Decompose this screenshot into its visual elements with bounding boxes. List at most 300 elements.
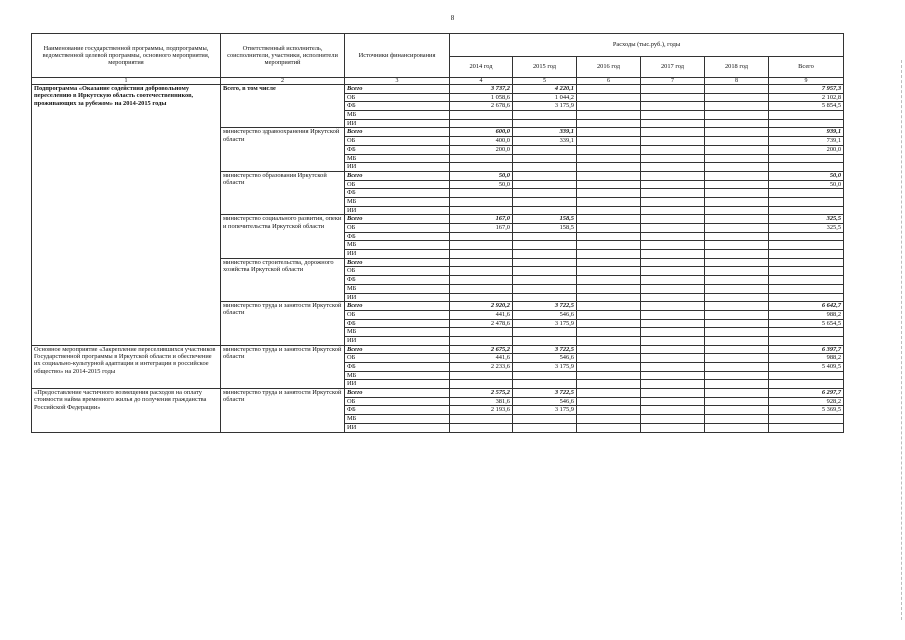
amount-cell	[705, 163, 769, 172]
amount-cell	[641, 250, 705, 259]
amount-cell	[705, 345, 769, 354]
amount-cell	[641, 85, 705, 94]
total-cell: 739,1	[769, 137, 844, 146]
amount-cell	[450, 250, 513, 259]
header-expenses: Расходы (тыс.руб.), годы	[450, 34, 844, 57]
amount-cell	[705, 119, 769, 128]
header-year: 2018 год	[705, 57, 769, 78]
amount-cell	[641, 267, 705, 276]
amount-cell: 2 678,6	[450, 102, 513, 111]
amount-cell	[450, 154, 513, 163]
source-cell: МБ	[345, 111, 450, 120]
source-cell: ИИ	[345, 293, 450, 302]
amount-cell	[513, 171, 577, 180]
source-cell: ОБ	[345, 180, 450, 189]
source-cell: Всего	[345, 85, 450, 94]
responsible-cell: министерство здравоохранения Иркутской области	[221, 128, 345, 171]
column-number: 5	[513, 78, 577, 85]
total-cell: 5 369,5	[769, 406, 844, 415]
amount-cell: 158,5	[513, 215, 577, 224]
amount-cell	[641, 345, 705, 354]
amount-cell	[513, 119, 577, 128]
amount-cell	[513, 232, 577, 241]
amount-cell: 3 175,9	[513, 102, 577, 111]
amount-cell	[705, 197, 769, 206]
amount-cell	[705, 189, 769, 198]
amount-cell	[705, 336, 769, 345]
amount-cell	[641, 336, 705, 345]
amount-cell	[705, 154, 769, 163]
source-cell: ИИ	[345, 119, 450, 128]
amount-cell	[577, 128, 641, 137]
amount-cell	[513, 293, 577, 302]
amount-cell: 2 575,2	[450, 389, 513, 398]
responsible-cell: Всего, в том числе	[221, 85, 345, 128]
amount-cell	[705, 397, 769, 406]
amount-cell	[513, 154, 577, 163]
total-cell: 939,1	[769, 128, 844, 137]
amount-cell	[641, 215, 705, 224]
amount-cell	[577, 258, 641, 267]
amount-cell	[577, 345, 641, 354]
amount-cell	[450, 284, 513, 293]
amount-cell	[705, 423, 769, 432]
amount-cell: 1 044,2	[513, 93, 577, 102]
amount-cell	[513, 250, 577, 259]
table-body	[32, 85, 844, 433]
expenditure-table	[31, 33, 844, 433]
total-cell: 325,5	[769, 215, 844, 224]
amount-cell	[577, 406, 641, 415]
amount-cell	[705, 380, 769, 389]
total-cell: 988,2	[769, 310, 844, 319]
amount-cell	[641, 171, 705, 180]
responsible-cell: министерство труда и занятости Иркутской области	[221, 389, 345, 432]
amount-cell: 441,6	[450, 354, 513, 363]
amount-cell	[513, 241, 577, 250]
amount-cell	[450, 206, 513, 215]
source-cell: МБ	[345, 154, 450, 163]
amount-cell	[513, 276, 577, 285]
amount-cell: 167,0	[450, 224, 513, 233]
total-cell: 5 654,5	[769, 319, 844, 328]
total-cell	[769, 336, 844, 345]
total-cell: 5 854,5	[769, 102, 844, 111]
amount-cell	[705, 215, 769, 224]
source-cell: МБ	[345, 241, 450, 250]
amount-cell	[577, 354, 641, 363]
amount-cell	[641, 137, 705, 146]
amount-cell	[450, 197, 513, 206]
total-cell	[769, 163, 844, 172]
amount-cell: 2 478,6	[450, 319, 513, 328]
total-cell	[769, 267, 844, 276]
total-cell: 928,2	[769, 397, 844, 406]
amount-cell: 4 220,1	[513, 85, 577, 94]
page-edge-line	[900, 60, 902, 620]
total-cell	[769, 189, 844, 198]
amount-cell	[641, 224, 705, 233]
amount-cell	[641, 310, 705, 319]
amount-cell	[450, 371, 513, 380]
amount-cell	[577, 85, 641, 94]
header-year: 2017 год	[641, 57, 705, 78]
amount-cell	[641, 406, 705, 415]
amount-cell: 200,0	[450, 145, 513, 154]
source-cell: ОБ	[345, 93, 450, 102]
amount-cell: 2 233,6	[450, 363, 513, 372]
amount-cell	[577, 363, 641, 372]
amount-cell	[641, 145, 705, 154]
column-number: 9	[769, 78, 844, 85]
header-responsible: Ответственный исполнитель, соисполнители, участники, исполнители мероприятий	[221, 34, 345, 78]
total-cell	[769, 423, 844, 432]
total-cell: 325,5	[769, 224, 844, 233]
source-cell: ИИ	[345, 163, 450, 172]
amount-cell: 3 175,9	[513, 319, 577, 328]
amount-cell	[450, 111, 513, 120]
amount-cell	[705, 206, 769, 215]
amount-cell: 339,1	[513, 137, 577, 146]
amount-cell	[577, 336, 641, 345]
amount-cell	[641, 328, 705, 337]
source-cell: ОБ	[345, 354, 450, 363]
amount-cell	[577, 145, 641, 154]
amount-cell	[641, 241, 705, 250]
total-cell: 50,0	[769, 180, 844, 189]
amount-cell	[577, 232, 641, 241]
amount-cell	[641, 163, 705, 172]
amount-cell	[577, 276, 641, 285]
source-cell: ИИ	[345, 380, 450, 389]
total-cell	[769, 284, 844, 293]
header-name: Наименование государственной программы, подпрограммы, ведомственной целевой программы, основного мероприятия, мероприятия	[32, 34, 221, 78]
amount-cell	[513, 258, 577, 267]
amount-cell	[450, 380, 513, 389]
amount-cell	[577, 415, 641, 424]
source-cell: ОБ	[345, 310, 450, 319]
source-cell: МБ	[345, 371, 450, 380]
amount-cell	[577, 189, 641, 198]
amount-cell: 381,6	[450, 397, 513, 406]
amount-cell	[705, 354, 769, 363]
amount-cell	[641, 371, 705, 380]
program-name-cell: Подпрограмма «Оказание содействия добровольному переселению в Иркутскую область соотечественников, проживающих за рубежом» на 2014-2015 годы	[32, 85, 221, 346]
amount-cell	[705, 180, 769, 189]
amount-cell	[641, 232, 705, 241]
amount-cell	[705, 310, 769, 319]
column-number: 6	[577, 78, 641, 85]
amount-cell	[513, 371, 577, 380]
amount-cell	[641, 258, 705, 267]
source-cell: МБ	[345, 415, 450, 424]
amount-cell: 50,0	[450, 180, 513, 189]
amount-cell	[705, 371, 769, 380]
total-cell: 7 957,3	[769, 85, 844, 94]
column-number: 8	[705, 78, 769, 85]
program-name-cell: «Предоставление частичного возмещения расходов на оплату стоимости найма временного жилья до получения гражданства Российской Федерации»	[32, 389, 221, 432]
amount-cell: 3 722,5	[513, 302, 577, 311]
amount-cell: 3 722,5	[513, 389, 577, 398]
total-cell	[769, 293, 844, 302]
source-cell: Всего	[345, 171, 450, 180]
amount-cell	[577, 93, 641, 102]
amount-cell	[450, 163, 513, 172]
amount-cell	[641, 319, 705, 328]
header-year: 2016 год	[577, 57, 641, 78]
amount-cell	[513, 267, 577, 276]
amount-cell	[513, 284, 577, 293]
amount-cell	[641, 180, 705, 189]
amount-cell	[577, 371, 641, 380]
source-cell: ФБ	[345, 363, 450, 372]
amount-cell	[577, 302, 641, 311]
table-row	[32, 345, 844, 354]
responsible-cell: министерство социального развития, опеки и попечительства Иркутской области	[221, 215, 345, 258]
amount-cell	[641, 415, 705, 424]
amount-cell	[705, 145, 769, 154]
amount-cell	[705, 224, 769, 233]
total-cell: 2 102,8	[769, 93, 844, 102]
amount-cell	[641, 197, 705, 206]
amount-cell	[577, 180, 641, 189]
amount-cell	[641, 128, 705, 137]
amount-cell	[577, 241, 641, 250]
amount-cell	[705, 284, 769, 293]
source-cell: ФБ	[345, 145, 450, 154]
amount-cell	[705, 93, 769, 102]
amount-cell: 50,0	[450, 171, 513, 180]
amount-cell	[577, 215, 641, 224]
amount-cell	[705, 363, 769, 372]
amount-cell	[450, 328, 513, 337]
amount-cell	[705, 128, 769, 137]
total-cell: 6 397,7	[769, 345, 844, 354]
total-cell	[769, 197, 844, 206]
amount-cell	[705, 328, 769, 337]
source-cell: Всего	[345, 258, 450, 267]
responsible-cell: министерство образования Иркутской области	[221, 171, 345, 214]
amount-cell	[577, 389, 641, 398]
total-cell: 200,0	[769, 145, 844, 154]
header-year: 2015 год	[513, 57, 577, 78]
total-cell	[769, 258, 844, 267]
amount-cell	[641, 189, 705, 198]
column-number: 3	[345, 78, 450, 85]
amount-cell: 3 175,9	[513, 406, 577, 415]
program-name-cell: Основное мероприятие «Закрепление переселившихся участников Государственной программы в Иркутской области и обеспечение их социально-культурной адаптации и интеграции в российское общество» на 2014-2015 годы	[32, 345, 221, 388]
amount-cell: 441,6	[450, 310, 513, 319]
amount-cell: 2 920,2	[450, 302, 513, 311]
total-cell	[769, 380, 844, 389]
source-cell: ИИ	[345, 206, 450, 215]
amount-cell	[450, 232, 513, 241]
amount-cell	[577, 111, 641, 120]
amount-cell	[513, 180, 577, 189]
source-cell: ФБ	[345, 276, 450, 285]
amount-cell	[641, 302, 705, 311]
source-cell: ФБ	[345, 319, 450, 328]
amount-cell: 600,0	[450, 128, 513, 137]
amount-cell	[705, 267, 769, 276]
source-cell: Всего	[345, 128, 450, 137]
amount-cell: 546,6	[513, 354, 577, 363]
amount-cell	[641, 93, 705, 102]
amount-cell	[450, 415, 513, 424]
amount-cell	[577, 397, 641, 406]
amount-cell	[641, 397, 705, 406]
total-cell	[769, 415, 844, 424]
amount-cell	[577, 310, 641, 319]
amount-cell: 3 737,2	[450, 85, 513, 94]
amount-cell: 2 193,6	[450, 406, 513, 415]
amount-cell	[705, 171, 769, 180]
total-cell: 5 409,5	[769, 363, 844, 372]
amount-cell	[513, 145, 577, 154]
amount-cell	[641, 119, 705, 128]
amount-cell	[705, 232, 769, 241]
source-cell: МБ	[345, 284, 450, 293]
amount-cell	[577, 102, 641, 111]
source-cell: ФБ	[345, 102, 450, 111]
source-cell: ФБ	[345, 189, 450, 198]
amount-cell: 546,6	[513, 397, 577, 406]
source-cell: МБ	[345, 197, 450, 206]
amount-cell	[705, 137, 769, 146]
amount-cell: 158,5	[513, 224, 577, 233]
source-cell: ФБ	[345, 232, 450, 241]
amount-cell	[577, 319, 641, 328]
total-cell	[769, 119, 844, 128]
amount-cell	[513, 163, 577, 172]
amount-cell	[513, 206, 577, 215]
page-number: 8	[450, 14, 455, 22]
source-cell: Всего	[345, 389, 450, 398]
total-cell	[769, 241, 844, 250]
total-cell	[769, 232, 844, 241]
responsible-cell: министерство строительства, дорожного хозяйства Иркутской области	[221, 258, 345, 301]
source-cell: ИИ	[345, 423, 450, 432]
amount-cell	[641, 206, 705, 215]
total-cell	[769, 328, 844, 337]
amount-cell: 167,0	[450, 215, 513, 224]
responsible-cell: министерство труда и занятости Иркутской области	[221, 302, 345, 345]
amount-cell	[641, 154, 705, 163]
amount-cell	[450, 423, 513, 432]
amount-cell	[577, 197, 641, 206]
source-cell: ФБ	[345, 406, 450, 415]
amount-cell	[577, 267, 641, 276]
source-cell: Всего	[345, 215, 450, 224]
total-cell	[769, 250, 844, 259]
amount-cell	[705, 415, 769, 424]
amount-cell	[577, 293, 641, 302]
amount-cell	[641, 276, 705, 285]
amount-cell	[705, 406, 769, 415]
amount-cell	[641, 363, 705, 372]
amount-cell: 1 058,6	[450, 93, 513, 102]
amount-cell	[450, 119, 513, 128]
amount-cell	[705, 241, 769, 250]
amount-cell	[513, 328, 577, 337]
amount-cell	[641, 380, 705, 389]
total-cell	[769, 371, 844, 380]
source-cell: ИИ	[345, 336, 450, 345]
amount-cell	[641, 389, 705, 398]
amount-cell	[641, 284, 705, 293]
header-source: Источники финансирования	[345, 34, 450, 78]
amount-cell	[705, 276, 769, 285]
total-cell	[769, 206, 844, 215]
amount-cell: 546,6	[513, 310, 577, 319]
total-cell	[769, 154, 844, 163]
amount-cell	[513, 336, 577, 345]
amount-cell	[577, 284, 641, 293]
amount-cell	[705, 319, 769, 328]
amount-cell	[577, 328, 641, 337]
amount-cell	[513, 111, 577, 120]
amount-cell	[450, 276, 513, 285]
amount-cell	[450, 258, 513, 267]
responsible-cell: министерство труда и занятости Иркутской области	[221, 345, 345, 388]
amount-cell	[705, 85, 769, 94]
amount-cell	[450, 267, 513, 276]
amount-cell	[641, 102, 705, 111]
source-cell: Всего	[345, 302, 450, 311]
amount-cell	[450, 241, 513, 250]
amount-cell	[513, 189, 577, 198]
total-cell: 988,2	[769, 354, 844, 363]
amount-cell	[577, 380, 641, 389]
amount-cell	[577, 224, 641, 233]
amount-cell	[513, 423, 577, 432]
amount-cell	[577, 119, 641, 128]
source-cell: ОБ	[345, 137, 450, 146]
total-cell: 6 297,7	[769, 389, 844, 398]
total-cell: 50,0	[769, 171, 844, 180]
amount-cell	[577, 154, 641, 163]
amount-cell: 3 722,5	[513, 345, 577, 354]
total-cell	[769, 111, 844, 120]
amount-cell	[705, 293, 769, 302]
source-cell: ОБ	[345, 224, 450, 233]
amount-cell: 339,1	[513, 128, 577, 137]
amount-cell	[577, 163, 641, 172]
amount-cell	[641, 354, 705, 363]
amount-cell	[577, 250, 641, 259]
source-cell: Всего	[345, 345, 450, 354]
table-row	[32, 389, 844, 398]
amount-cell	[705, 250, 769, 259]
amount-cell	[450, 336, 513, 345]
amount-cell	[577, 137, 641, 146]
amount-cell	[577, 423, 641, 432]
source-cell: ОБ	[345, 267, 450, 276]
amount-cell	[577, 171, 641, 180]
amount-cell	[513, 197, 577, 206]
header-total: Всего	[769, 57, 844, 78]
amount-cell	[705, 111, 769, 120]
amount-cell	[641, 423, 705, 432]
amount-cell: 400,0	[450, 137, 513, 146]
amount-cell	[577, 206, 641, 215]
column-number: 1	[32, 78, 221, 85]
header-year: 2014 год	[450, 57, 513, 78]
source-cell: ИИ	[345, 250, 450, 259]
amount-cell	[641, 293, 705, 302]
amount-cell	[705, 258, 769, 267]
source-cell: МБ	[345, 328, 450, 337]
